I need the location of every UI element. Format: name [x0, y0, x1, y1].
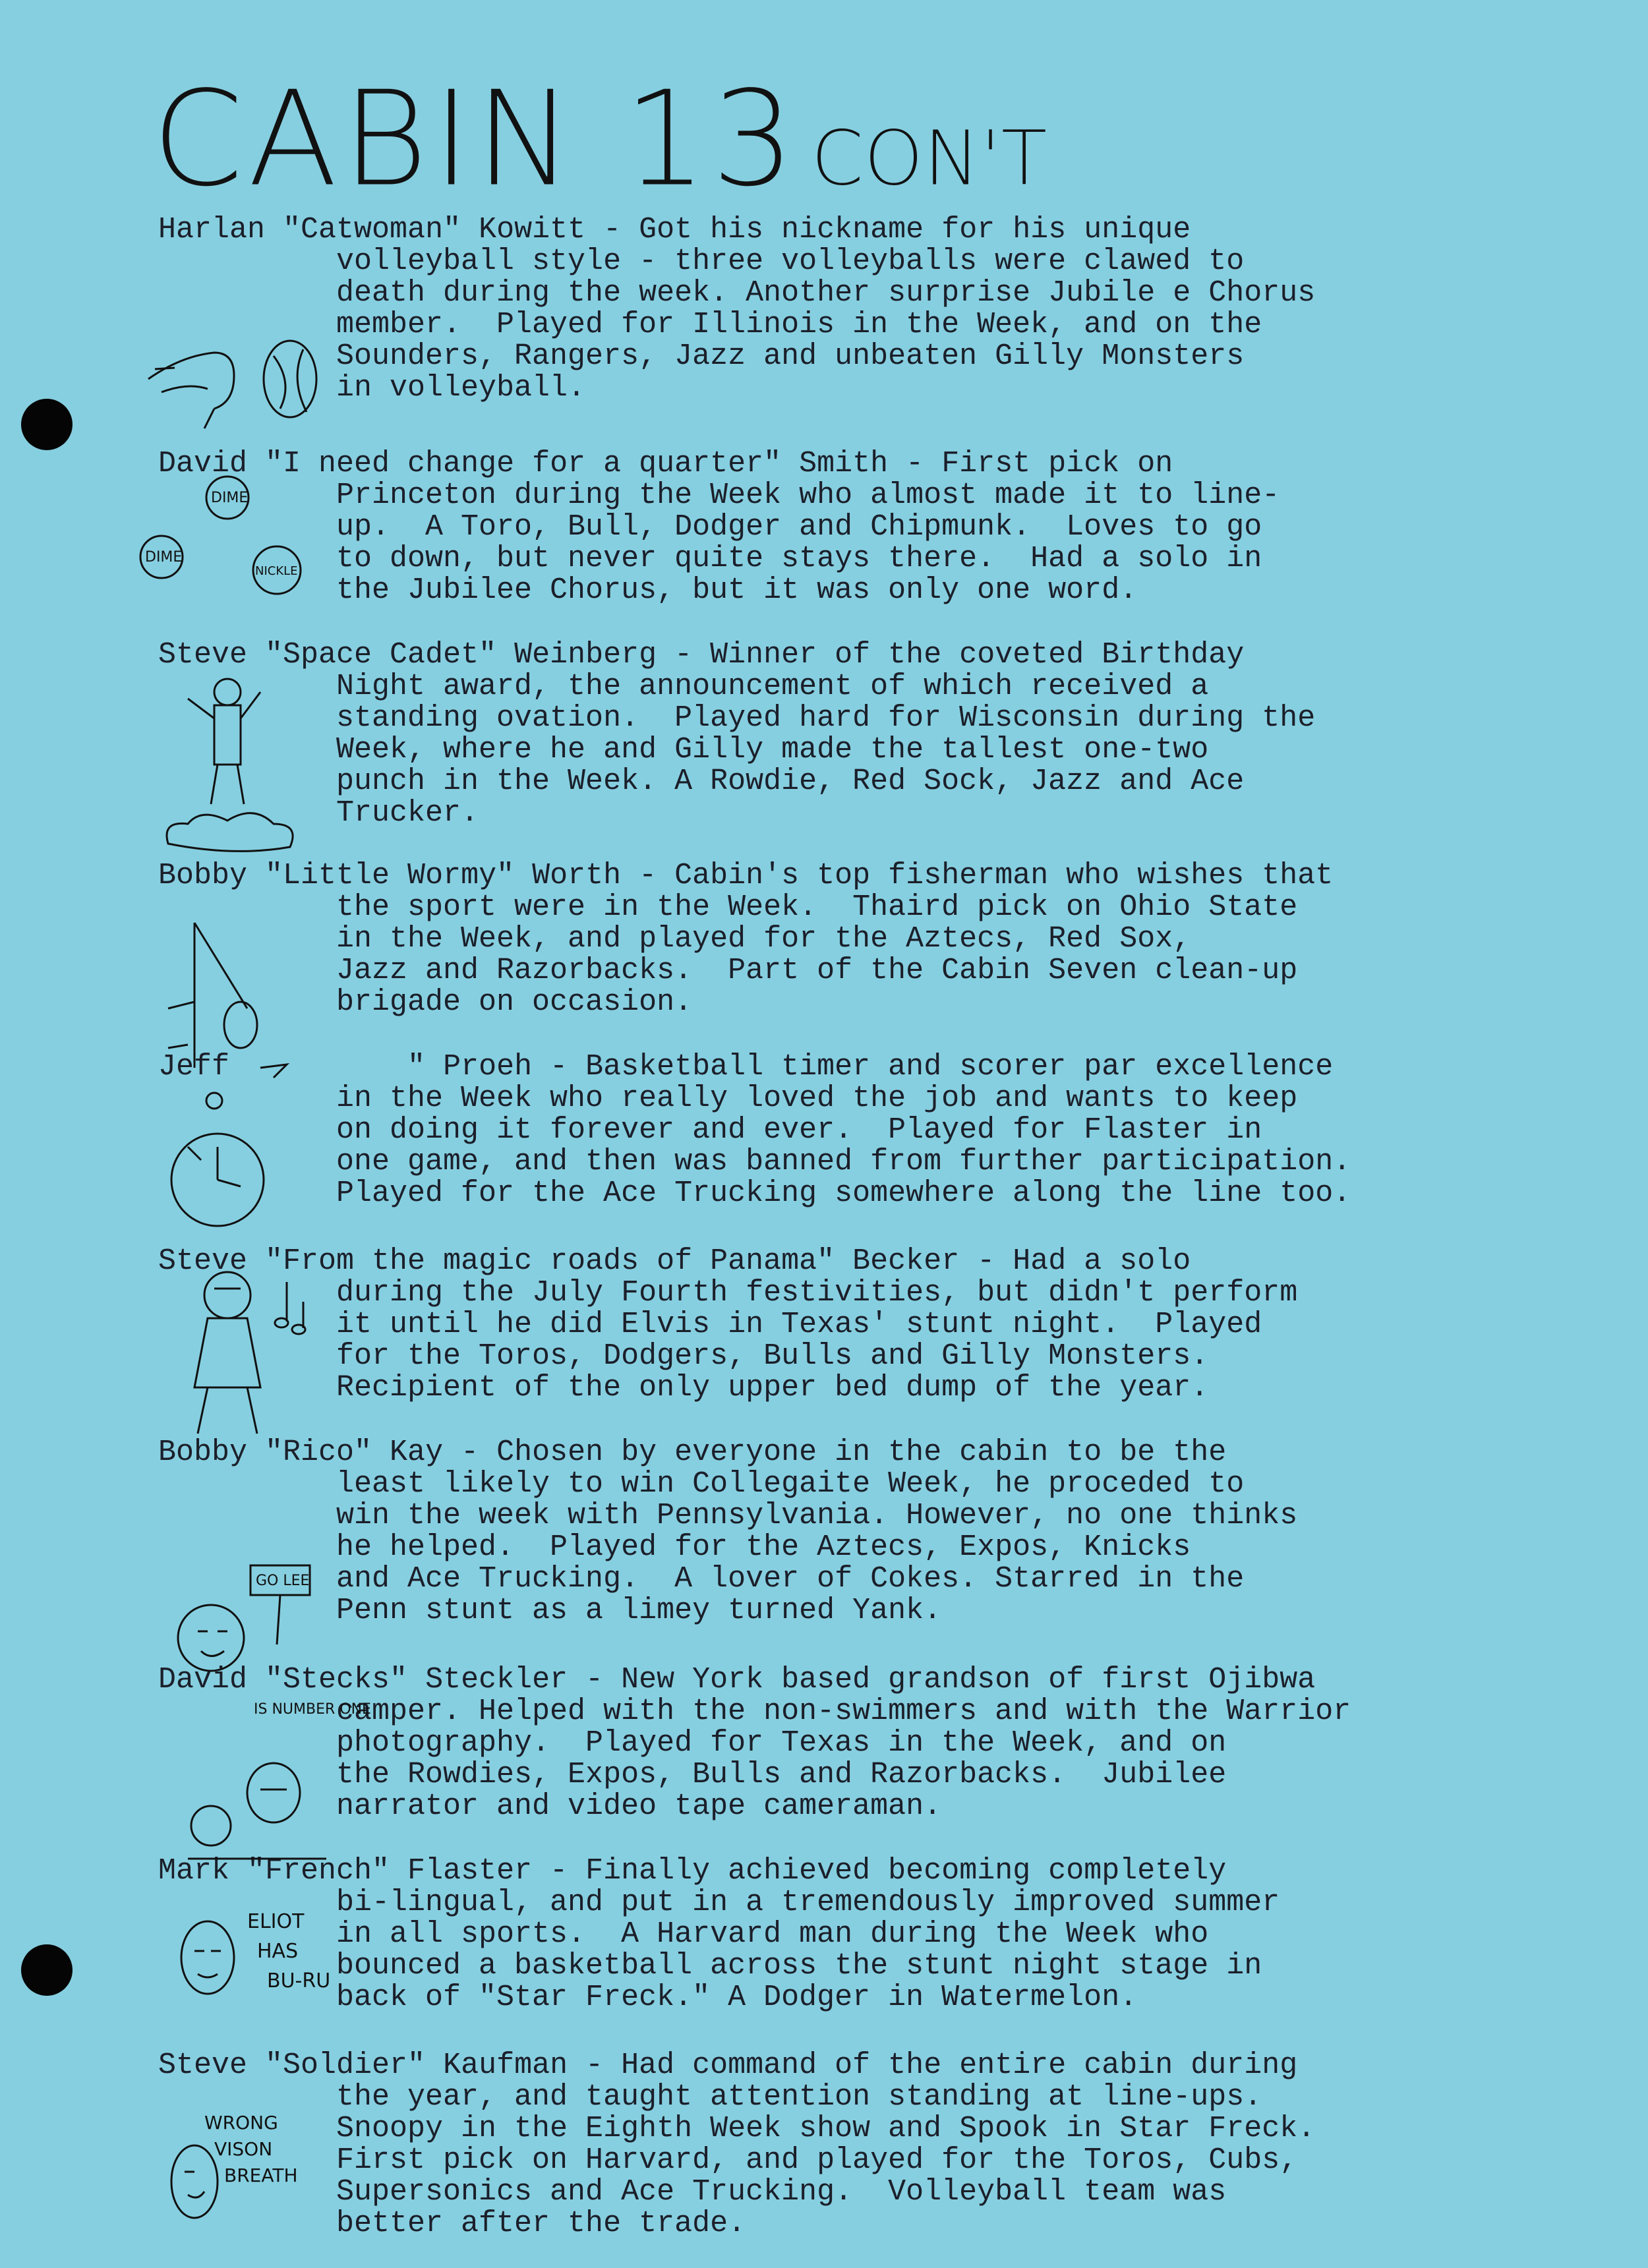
- entry-line: Steve "Space Cadet" Weinberg - Winner of the coveted Birthday: [158, 638, 1245, 672]
- fishing-doodle: [155, 910, 300, 1081]
- page-title-main: CABIN 13: [152, 63, 800, 216]
- claw-volleyball-doodle: [142, 330, 333, 435]
- entry-mark-flaster: [158, 1855, 1490, 2014]
- coin-text: DIME: [145, 549, 183, 566]
- entry-line: the sport were in the Week. Thaird pick on Ohio State: [336, 890, 1298, 924]
- entry-line: Week, where he and Gilly made the tallest one-two: [336, 733, 1209, 767]
- coin-text: DIME: [211, 490, 249, 506]
- entry-line: win the week with Pennsylvania. However, no one thinks: [336, 1499, 1298, 1532]
- entry-line: Harlan "Catwoman" Kowitt - Got his nickname for his unique: [158, 213, 1191, 247]
- entry-steve-kaufman: [158, 2050, 1490, 2240]
- entry-line: Jeff " Proeh - Basketball timer and scorer par excellence: [158, 1050, 1334, 1084]
- eliot-face-doodle: [175, 1898, 353, 2017]
- entry-line: the year, and taught attention standing at line-ups.: [336, 2080, 1262, 2114]
- entry-steve-weinberg: [158, 639, 1490, 829]
- entry-line: the Rowdies, Expos, Bulls and Razorbacks. Jubilee: [336, 1758, 1227, 1791]
- entry-line: punch in the Week. A Rowdie, Red Sock, Jazz and Ace: [336, 765, 1245, 798]
- entry-line: for the Toros, Dodgers, Bulls and Gilly Monsters.: [336, 1339, 1209, 1373]
- entry-line: up. A Toro, Bull, Dodger and Chipmunk. Loves to go: [336, 510, 1262, 544]
- entry-line: bounced a basketball across the stunt night stage in: [336, 1949, 1262, 1983]
- entry-line: in volleyball.: [336, 371, 586, 405]
- entry-line: Jazz and Razorbacks. Part of the Cabin Seven clean-up: [336, 954, 1298, 987]
- sign-face-doodle: [171, 1552, 343, 1684]
- entry-line: David "Stecks" Steckler - New York based grandson of first Ojibwa: [158, 1663, 1316, 1697]
- kaufman-text: BREATH: [224, 2165, 298, 2186]
- entry-line: volleyball style - three volleyballs were clawed to: [336, 245, 1245, 278]
- entry-line: Night award, the announcement of which received a: [336, 670, 1209, 703]
- entry-line: on doing it forever and ever. Played for Flaster in: [336, 1113, 1262, 1147]
- entry-line: Recipient of the only upper bed dump of the year.: [336, 1371, 1209, 1405]
- entry-line: in the Week who really loved the job and wants to keep: [336, 1082, 1298, 1115]
- page-title: [152, 63, 1047, 216]
- entry-steve-becker: [158, 1246, 1490, 1404]
- entry-line: bi-lingual, and put in a tremendously improved summer: [336, 1886, 1280, 1919]
- number-one-text: IS NUMBER ONE: [254, 1701, 371, 1718]
- entry-line: photography. Played for Texas in the Week, and on: [336, 1726, 1227, 1760]
- entry-david-steckler: [158, 1664, 1490, 1822]
- entry-line: he helped. Played for the Aztecs, Expos, Knicks: [336, 1530, 1191, 1564]
- entry-line: standing ovation. Played hard for Wisconsin during the: [336, 701, 1316, 735]
- entry-line: First pick on Harvard, and played for the Toros, Cubs,: [336, 2143, 1298, 2177]
- eliot-text: BU-RU: [267, 1969, 331, 1992]
- kaufman-text: WRONG: [204, 2112, 278, 2134]
- entry-line: in the Week, and played for the Aztecs, Red Sox,: [336, 922, 1191, 956]
- entry-jeff-proeh: [158, 1051, 1490, 1209]
- entry-harlan-kowitt: [158, 214, 1490, 404]
- entry-line: Steve "From the magic roads of Panama" Becker - Had a solo: [158, 1244, 1191, 1278]
- entry-line: camper. Helped with the non-swimmers and with the Warrior: [336, 1695, 1351, 1728]
- entry-line: Played for the Ace Trucking somewhere along the line too.: [336, 1177, 1351, 1210]
- entry-line: Penn stunt as a limey turned Yank.: [336, 1594, 942, 1627]
- entry-line: Mark "French" Flaster - Finally achieved becoming completely: [158, 1854, 1227, 1888]
- entry-line: death during the week. Another surprise Jubile e Chorus: [336, 276, 1316, 310]
- sign-text: GO LEE: [256, 1573, 310, 1589]
- entry-david-smith: [158, 448, 1490, 606]
- entry-line: and Ace Trucking. A lover of Cokes. Starred in the: [336, 1562, 1245, 1596]
- binder-hole-top: [21, 399, 73, 450]
- entry-line: to down, but never quite stays there. Had a solo in: [336, 542, 1262, 575]
- entry-line: back of "Star Freck." A Dodger in Watermelon.: [336, 1981, 1138, 2014]
- entry-line: Steve "Soldier" Kaufman - Had command of the entire cabin during: [158, 2049, 1298, 2082]
- entry-line: the Jubilee Chorus, but it was only one word.: [336, 573, 1138, 607]
- entry-bobby-kay: [158, 1437, 1490, 1627]
- page-title-suffix: CON'T: [811, 115, 1047, 203]
- astronaut-cloud-doodle: [155, 666, 313, 863]
- coin-text: NICKLE: [255, 564, 298, 578]
- entry-line: Trucker.: [336, 796, 479, 830]
- entry-line: Bobby "Rico" Kay - Chosen by everyone in the cabin to be the: [158, 1436, 1227, 1469]
- entry-line: brigade on occasion.: [336, 985, 693, 1019]
- number-one-doodle: [175, 1694, 371, 1865]
- kaufman-text: VISON: [214, 2138, 273, 2160]
- entry-line: one game, and then was banned from further participation.: [336, 1145, 1351, 1178]
- entry-line: Snoopy in the Eighth Week show and Spook in Star Freck.: [336, 2112, 1316, 2145]
- coins-doodle: [135, 471, 326, 603]
- entry-line: in all sports. A Harvard man during the Week who: [336, 1917, 1209, 1951]
- entry-line: better after the trade.: [336, 2207, 746, 2240]
- entry-line: Supersonics and Ace Trucking. Volleyball team was: [336, 2175, 1227, 2209]
- entry-line: David "I need change for a quarter" Smith - First pick on: [158, 447, 1173, 480]
- kaufman-face-doodle: [168, 2109, 339, 2241]
- eliot-text: ELIOT: [247, 1910, 305, 1933]
- entry-line: Sounders, Rangers, Jazz and unbeaten Gilly Monsters: [336, 339, 1245, 373]
- entry-line: Bobby "Little Wormy" Worth - Cabin's top fisherman who wishes that: [158, 859, 1334, 892]
- eliot-text: HAS: [257, 1940, 299, 1963]
- entry-line: least likely to win Collegaite Week, he proceded to: [336, 1467, 1245, 1501]
- stopwatch-doodle: [162, 1088, 274, 1246]
- entry-line: member. Played for Illinois in the Week, and on the: [336, 308, 1262, 341]
- binder-hole-bottom: [21, 1944, 73, 1996]
- entry-line: during the July Fourth festivities, but didn't perform: [336, 1276, 1298, 1310]
- entry-line: it until he did Elvis in Texas' stunt night. Played: [336, 1308, 1262, 1341]
- elvis-doodle: [168, 1256, 333, 1440]
- entry-line: Princeton during the Week who almost made it to line-: [336, 479, 1280, 512]
- entry-bobby-worth: [158, 860, 1490, 1018]
- entry-line: narrator and video tape cameraman.: [336, 1789, 942, 1823]
